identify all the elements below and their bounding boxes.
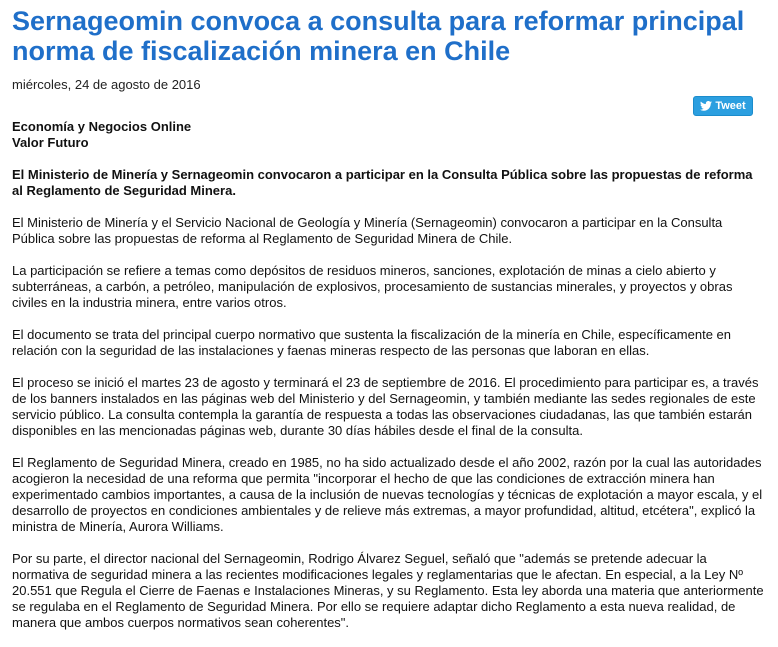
body-paragraph: Por su parte, el director nacional del Sernageomin, Rodrigo Álvarez Seguel, señaló que "además se pretende adecuar la normativa de seguridad minera a las recientes modificaciones legales y reglamentarias que le afectan. En especial, a la Ley Nº 20.551 que Regula el Cierre de Faenas e Instalaciones Mineras, y su Reglamento. Esta ley aborda una materia que anteriormente se regulaba en el Reglamento de Seguridad Minera. Por ello se requiere adaptar dicho Reglamento a esta nueva realidad, de manera que ambos cuerpos normativos sean coherentes". — [12, 551, 764, 630]
tweet-label: Tweet — [715, 100, 746, 112]
article-source — [12, 119, 764, 151]
article-date: miércoles, 24 de agosto de 2016 — [12, 77, 201, 92]
source-publication: Economía y Negocios Online — [12, 119, 192, 134]
article-body — [12, 215, 764, 631]
article-title: Sernageomin convoca a consulta para reformar principal norma de fiscalización minera en Chile — [12, 6, 745, 66]
article-lead: El Ministerio de Minería y Sernageomin convocaron a participar en la Consulta Pública sobre las propuestas de reforma al Reglamento de Seguridad Minera. — [12, 167, 753, 198]
article — [12, 6, 764, 647]
tweet-button[interactable] — [693, 96, 753, 116]
body-paragraph: El proceso se inició el martes 23 de agosto y terminará el 23 de septiembre de 2016. El procedimiento para participar es, a través de los banners instalados en las páginas web del Ministerio y del Sernageomin, y también mediante las sedes regionales de este servicio público. La consulta contempla la garantía de respuesta a todas las observaciones ciudadanas, las que también estarán disponibles en las mencionadas páginas web, durante 30 días hábiles desde el final de la consulta. — [12, 375, 759, 438]
body-paragraph: El documento se trata del principal cuerpo normativo que sustenta la fiscalización de la minería en Chile, específicamente en relación con la seguridad de las instalaciones y faenas mineras respecto de las personas que laboran en ellas. — [12, 327, 732, 358]
body-paragraph: El Ministerio de Minería y el Servicio Nacional de Geología y Minería (Sernageomin) convocaron a participar en la Consulta Pública sobre las propuestas de reforma al Reglamento de Seguridad Minera de Chile. — [12, 215, 723, 246]
body-paragraph: La participación se refiere a temas como depósitos de residuos mineros, sanciones, explotación de minas a cielo abierto y subterráneas, a carbón, a petróleo, manipulación de explosivos, procesamiento de sustancias minerales, y proyectos y obras civiles en la industria minera, entre varios otros. — [12, 263, 733, 310]
twitter-bird-icon — [700, 101, 712, 111]
source-section: Valor Futuro — [12, 135, 89, 150]
body-paragraph: El Reglamento de Seguridad Minera, creado en 1985, no ha sido actualizado desde el año 2002, razón por la cual las autoridades acogieron la necesidad de una reforma que permita "incorporar el hecho de que las condiciones de extracción minera han experimentado cambios importantes, a causa de la inclusión de nuevas tecnologías y técnicas de explotación a mayor escala, y el desarrollo de proyectos en condiciones ambientales y de relieve más extremas, a mayor profundidad, altitud, etcétera", explicó la ministra de Minería, Aurora Williams. — [12, 455, 763, 534]
